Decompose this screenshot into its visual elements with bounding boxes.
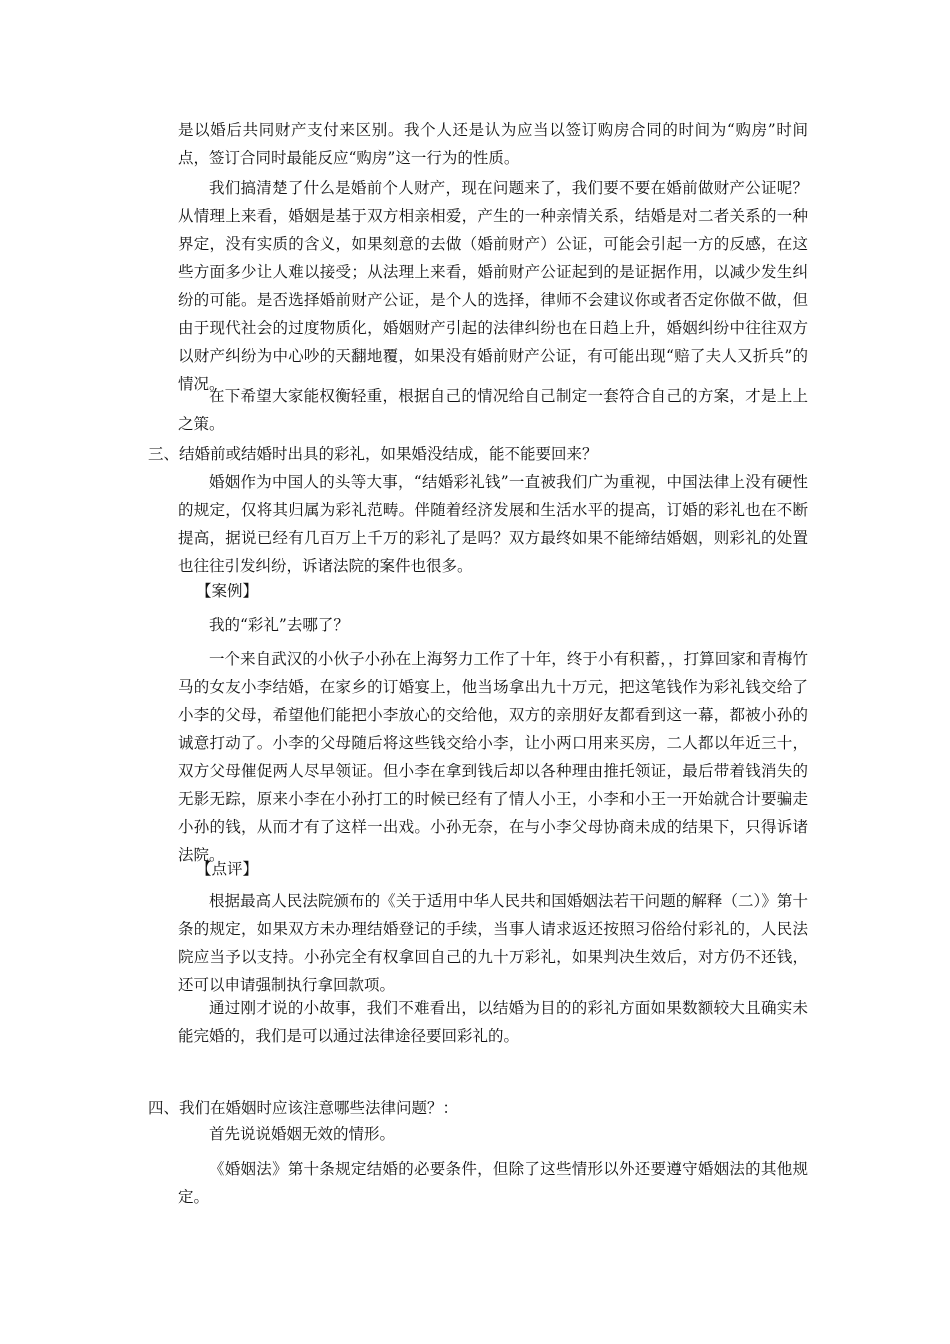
comment-label: 【点评】 (196, 860, 259, 878)
case-label: 【案例】 (196, 582, 259, 600)
section-heading-3: 三、结婚前或结婚时出具的彩礼，如果婚没结成，能不能要回来？ (148, 445, 598, 463)
section-heading-4: 四、我们在婚姻时应该注意哪些法律问题？： (148, 1099, 459, 1117)
paragraph-case-story: 一个来自武汉的小伙子小孙在上海努力工作了十年，终于小有积蓄，，打算回家和青梅竹马的女友小李结婚，在家乡的订婚宴上，他当场拿出九十万元，把这笔钱作为彩礼钱交给了小李的父母，希望他们能把小李放心的交给他，双方的亲朋好友都看到这一幕，都被小孙的诚意打动了。小李的父母随后将这些钱交给小李，让小两口用来买房，二人都以年近三十，双方父母催促两人尽早领证。但小李在拿到钱后却以各种理由推托领证，最后带着钱消失的无影无踪，原来小李在小孙打工的时候已经有了情人小王，小李和小王一开始就合计要骗走小孙的钱，从而才有了这样一出戏。小孙无奈，在与小李父母协商未成的结果下，只得诉诸法院。 (178, 650, 808, 864)
paragraph-advice: 在下希望大家能权衡轻重，根据自己的情况给自己制定一套符合自己的方案，才是上上之策。 (178, 387, 808, 433)
paragraph-house-purchase-timing: 是以婚后共同财产支付来区别。我个人还是认为应当以签订购房合同的时间为“购房”时间点，签订合同时最能反应“购房”这一行为的性质。 (178, 121, 808, 167)
paragraph-conclusion: 通过刚才说的小故事，我们不难看出，以结婚为目的的彩礼方面如果数额较大且确实未能完婚的，我们是可以通过法律途径要回彩礼的。 (178, 999, 808, 1045)
case-title: 我的“彩礼”去哪了？ (209, 616, 349, 634)
paragraph-prenuptial-notarization: 我们搞清楚了什么是婚前个人财产，现在问题来了，我们要不要在婚前做财产公证呢？从情理上来看，婚姻是基于双方相亲相爱，产生的一种亲情关系，结婚是对二者关系的一种界定，没有实质的含义，如果刻意的去做（婚前财产）公证，可能会引起一方的反感，在这些方面多少让人难以接受；从法理上来看，婚前财产公证起到的是证据作用，以减少发生纠纷的可能。是否选择婚前财产公证，是个人的选择，律师不会建议你或者否定你做不做，但由于现代社会的过度物质化，婚姻财产引起的法律纠纷也在日趋上升，婚姻纠纷中往往双方以财产纠纷为中心吵的天翻地覆，如果没有婚前财产公证，有可能出现“赔了夫人又折兵”的情况。 (178, 179, 808, 393)
paragraph-marriage-law-article: 《婚姻法》第十条规定结婚的必要条件，但除了这些情形以外还要遵守婚姻法的其他规定。 (178, 1160, 808, 1206)
paragraph-betrothal-gift-intro: 婚姻作为中国人的头等大事，“结婚彩礼钱”一直被我们广为重视，中国法律上没有硬性的规定，仅将其归属为彩礼范畴。伴随着经济发展和生活水平的提高，订婚的彩礼也在不断提高，据说已经有几百万上千万的彩礼了是吗？双方最终如果不能缔结婚姻，则彩礼的处置也往往引发纠纷，诉诸法院的案件也很多。 (178, 473, 808, 575)
paragraph-legal-comment: 根据最高人民法院颁布的《关于适用中华人民共和国婚姻法若干问题的解释（二）》第十条的规定，如果双方未办理结婚登记的手续，当事人请求返还按照习俗给付彩礼的，人民法院应当予以支持。小孙完全有权拿回自己的九十万彩礼，如果判决生效后，对方仍不还钱，还可以申请强制执行拿回款项。 (178, 892, 808, 994)
paragraph-invalid-marriage: 首先说说婚姻无效的情形。 (209, 1125, 396, 1143)
